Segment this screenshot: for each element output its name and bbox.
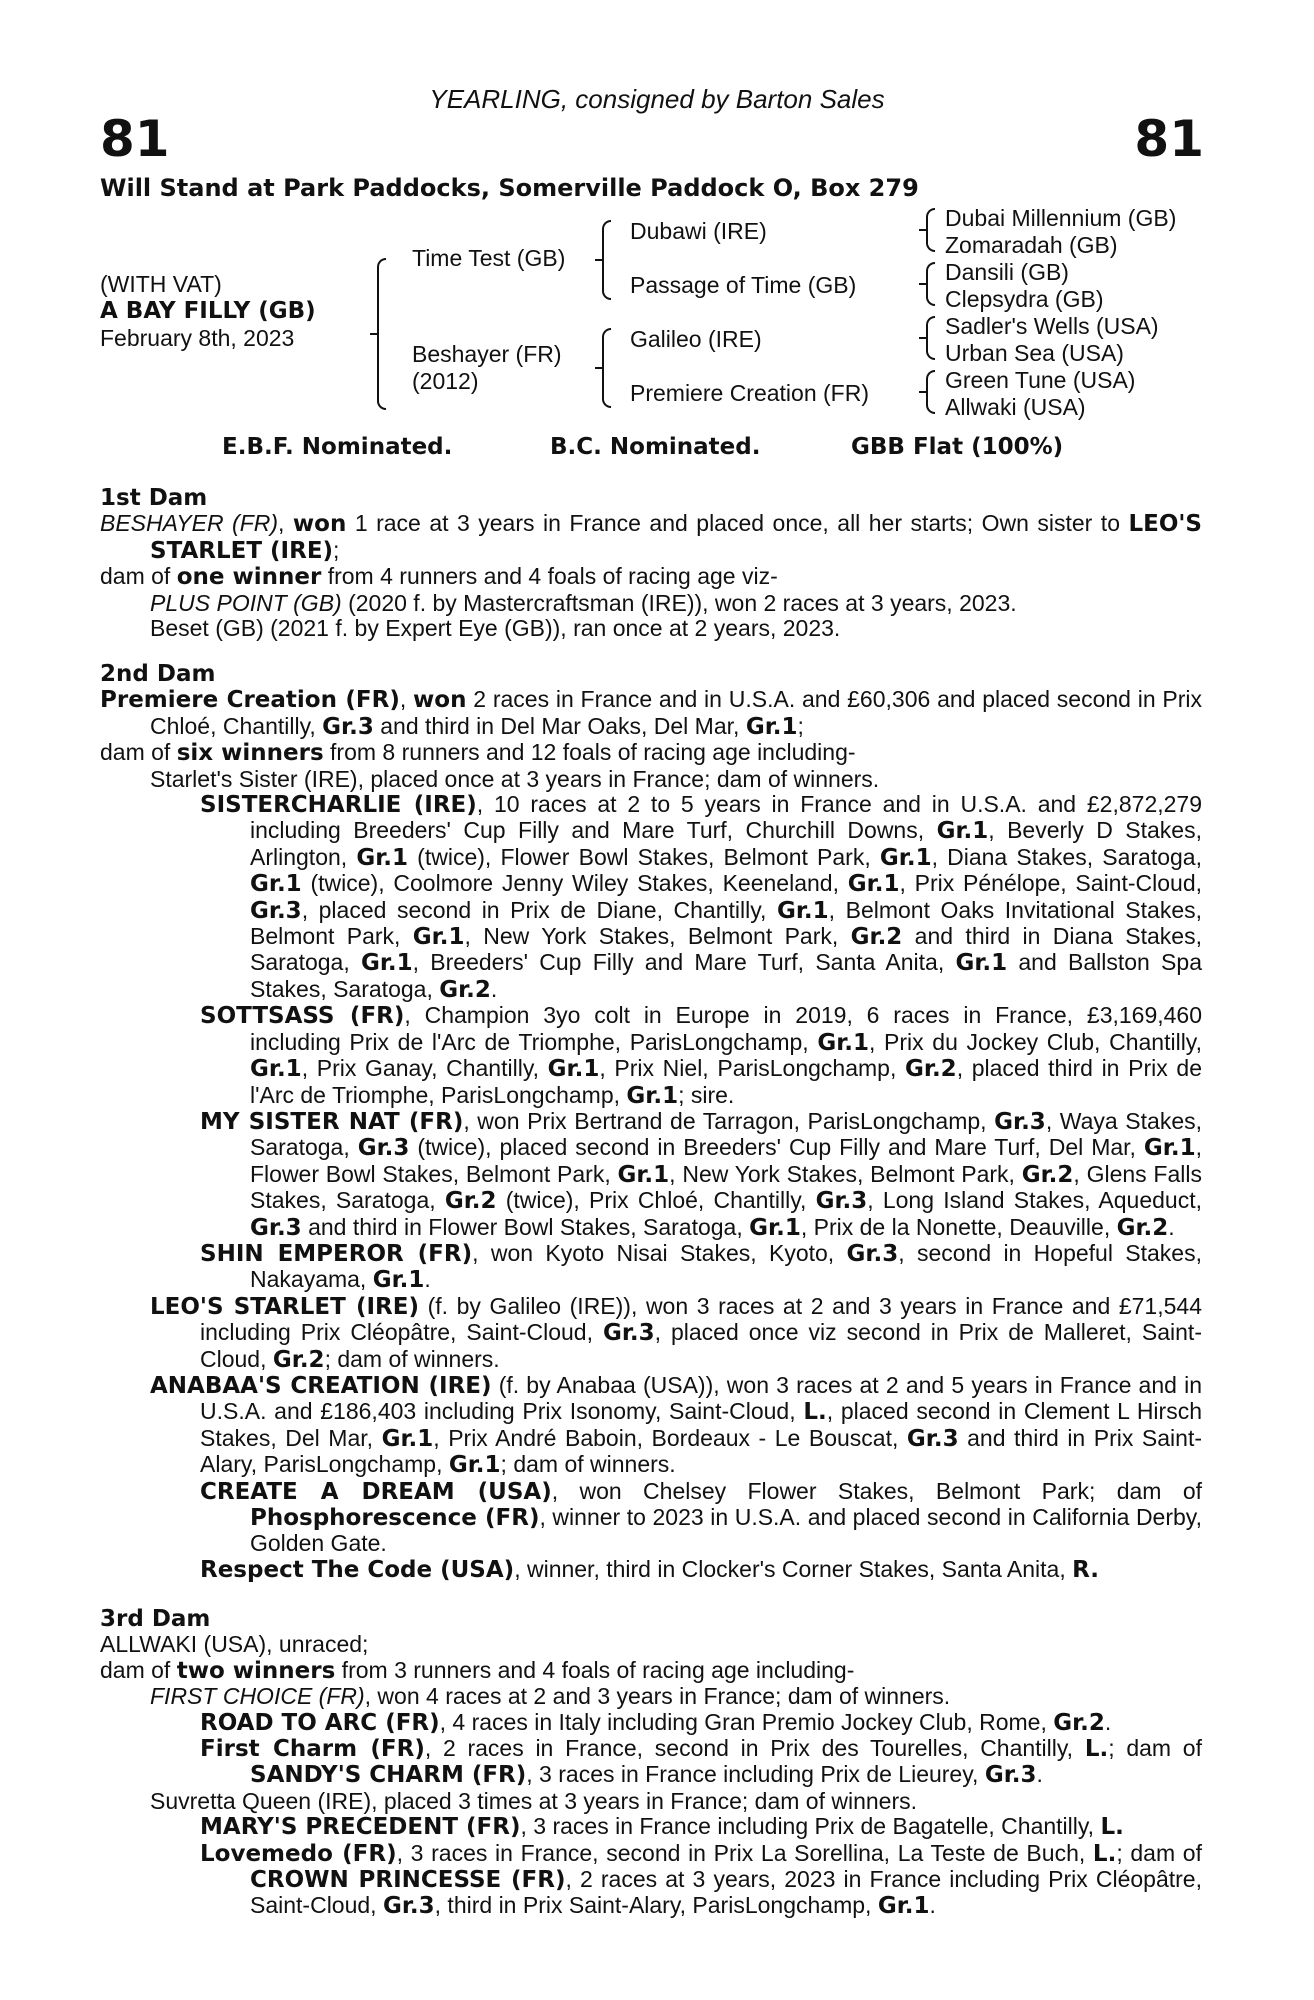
text: from 4 runners and 4 foals of racing age viz- <box>321 563 778 590</box>
grade: Gr.2 <box>905 1056 957 1083</box>
grade: Gr.3 <box>322 713 374 740</box>
third-dam-produce <box>100 1658 1202 1684</box>
ebf-nomination: E.B.F. Nominated. <box>222 434 453 460</box>
produce-item: Suvretta Queen (IRE), placed 3 times at 3 years in France; dam of winners. <box>150 1787 918 1814</box>
horse-name: Respect The Code (USA) <box>200 1556 515 1583</box>
text: , Diana Stakes, Saratoga, <box>931 843 1202 870</box>
grade: Gr.1 <box>879 844 932 871</box>
text: ; dam of winners. <box>500 1451 676 1478</box>
grade: Gr.1 <box>955 950 1008 977</box>
sds: Dansili (GB) <box>945 259 1069 285</box>
second-dam-section <box>100 662 1202 1583</box>
grade: Gr.1 <box>448 1452 501 1479</box>
grade: Gr.2 <box>439 976 491 1003</box>
text: , Belmont Oaks Invitational Stakes, Belmont Park, <box>250 896 1203 950</box>
grade: Gr.3 <box>815 1188 868 1215</box>
text: , winner to 2023 in U.S.A. and placed second in California Derby, Golden Gate. <box>250 1504 1202 1557</box>
produce-item <box>100 1841 1202 1920</box>
produce-name: PLUS POINT (GB) <box>150 589 342 616</box>
grade: Gr.3 <box>382 1893 435 1920</box>
text: ; dam of <box>1108 1735 1202 1762</box>
brace-ds <box>926 316 935 360</box>
brace-dd <box>926 370 935 414</box>
produce-item <box>100 1814 1202 1840</box>
text: and third in Flower Bowl Stakes, Saratoga, <box>301 1213 750 1240</box>
produce-item <box>100 1003 1202 1109</box>
grade: Gr.1 <box>250 1056 302 1083</box>
dsd: Urban Sea (USA) <box>945 340 1124 366</box>
text: . <box>490 975 498 1002</box>
winners: one winner <box>176 564 322 591</box>
third-dam-heading: 3rd Dam <box>100 1606 211 1632</box>
grade: Gr.3 <box>250 1214 302 1241</box>
horse-name: SISTERCHARLIE (IRE) <box>200 792 477 819</box>
text: (f. by Anabaa (USA)), won 3 races at 2 and 5 years in France and in U.S.A. and £186,403 including Prix Isonomy, Saint-Cloud, <box>200 1371 1203 1425</box>
second-dam-produce <box>100 740 1202 766</box>
grade: Gr.1 <box>617 1161 670 1188</box>
dam-sire: Galileo (IRE) <box>630 326 762 352</box>
grade: Gr.1 <box>847 871 900 898</box>
grade: Gr.1 <box>776 897 829 924</box>
text: , 2 races in France, second in Prix des Tourelles, Chantilly, <box>424 1735 1085 1762</box>
text: , Beverly D Stakes, Arlington, <box>250 817 1202 870</box>
second-dam-name: Premiere Creation (FR) <box>100 687 400 714</box>
horse-name: SOTTSASS (FR) <box>200 1003 405 1030</box>
text: 1 race at 3 years in France and placed once, all her starts; Own sister to <box>346 510 1129 537</box>
text: and third in Prix Saint-Alary, ParisLongchamp, <box>200 1424 1202 1478</box>
brace-dam <box>602 328 611 408</box>
text: ; dam of <box>1116 1839 1202 1866</box>
text: . <box>1036 1761 1043 1788</box>
produce-item: Starlet's Sister (IRE), placed once at 3 years in France; dam of winners. <box>150 765 880 792</box>
grade: Gr.1 <box>356 844 409 871</box>
grade: Gr.3 <box>906 1425 959 1452</box>
grade: Gr.1 <box>745 713 798 740</box>
text: ; sire. <box>678 1081 735 1108</box>
grade: Gr.3 <box>250 897 302 924</box>
text: , placed third in Prix de l'Arc de Triomphe, ParisLongchamp, <box>250 1055 1202 1108</box>
text: , won Kyoto Nisai Stakes, Kyoto, <box>472 1239 847 1266</box>
grade: Gr.1 <box>372 1267 425 1294</box>
text: dam of <box>100 1656 177 1683</box>
text: , 10 races at 2 to 5 years in France and in U.S.A. and £2,872,279 including Breeders' Cup Filly and Mare Turf, Churchill Downs, <box>250 791 1202 844</box>
text: , Prix de la Nonette, Deauville, <box>800 1213 1117 1240</box>
dss: Sadler's Wells (USA) <box>945 313 1159 339</box>
text: , New York Stakes, Belmont Park, <box>464 923 851 950</box>
text: , placed once viz second in Prix de Malleret, Saint-Cloud, <box>200 1319 1202 1372</box>
sdd: Clepsydra (GB) <box>945 286 1104 312</box>
grade: R. <box>1072 1556 1099 1583</box>
produce-item <box>100 792 1202 1003</box>
text: , <box>278 510 293 537</box>
second-dam-heading: 2nd Dam <box>100 661 216 687</box>
sire-dam: Passage of Time (GB) <box>630 272 857 298</box>
grade: Gr.3 <box>357 1135 410 1162</box>
first-dam-section <box>100 486 1202 641</box>
text: , New York Stakes, Belmont Park, <box>669 1160 1022 1187</box>
brace-sd <box>926 262 935 306</box>
text: dam of <box>100 739 177 766</box>
first-dam-entry <box>100 511 1202 564</box>
text: ; <box>333 536 340 563</box>
text: , Prix Ganay, Chantilly, <box>301 1055 548 1082</box>
text: (f. by Galileo (IRE)), won 3 races at 2 and 3 years in France and £71,544 including Prix Cléopâtre, Saint-Cloud, <box>200 1292 1202 1346</box>
grade: Gr.2 <box>1053 1709 1105 1736</box>
produce-item <box>100 1373 1202 1479</box>
horse-name: CREATE A DREAM (USA) <box>200 1478 552 1505</box>
text: , Flower Bowl Stakes, Belmont Park, <box>250 1134 1202 1187</box>
third-dam-section <box>100 1607 1202 1920</box>
horse-name: SANDY'S CHARM (FR) <box>250 1762 527 1789</box>
won: won <box>292 511 347 538</box>
produce-item: Beset (GB) (2021 f. by Expert Eye (GB)), ran once at 2 years, 2023. <box>150 615 841 642</box>
sss: Dubai Millennium (GB) <box>945 205 1177 231</box>
text: , won Prix Bertrand de Tarragon, ParisLongchamp, <box>463 1107 995 1134</box>
grade: Gr.1 <box>547 1056 600 1083</box>
brace-ss <box>926 208 935 252</box>
grade: Gr.2 <box>1116 1214 1169 1241</box>
text: , Prix Niel, ParisLongchamp, <box>599 1055 905 1082</box>
text: , 4 races in Italy including Gran Premio Jockey Club, Rome, <box>439 1708 1054 1735</box>
text: (twice), Prix Chloé, Chantilly, <box>496 1187 816 1214</box>
lot-number-left: 81 <box>100 110 170 168</box>
text: (twice), placed second in Breeders' Cup Filly and Mare Turf, Del Mar, <box>409 1134 1144 1161</box>
grade: Gr.1 <box>381 1425 434 1452</box>
grade: Gr.3 <box>602 1320 655 1347</box>
horse-name: ROAD TO ARC (FR) <box>200 1709 440 1736</box>
text: , Breeders' Cup Filly and Mare Turf, Santa Anita, <box>412 949 956 976</box>
produce-item <box>100 1736 1202 1789</box>
text: , third in Prix Saint-Alary, ParisLongchamp, <box>434 1892 878 1919</box>
produce-item <box>100 1241 1202 1294</box>
third-dam-entry: ALLWAKI (USA), unraced; <box>100 1631 369 1658</box>
text: . <box>929 1892 936 1919</box>
text: , 3 races in France, second in Prix La Sorellina, La Teste de Buch, <box>396 1839 1093 1866</box>
grade: Gr.1 <box>360 950 413 977</box>
text: 2 races in France and in U.S.A. and £60,306 and placed second in Prix Chloé, Chantilly, <box>150 686 1203 739</box>
text: and third in Del Mar Oaks, Del Mar, <box>373 712 746 739</box>
lot-number-right: 81 <box>1134 110 1204 168</box>
horse-name: FIRST CHOICE (FR) <box>150 1683 365 1710</box>
text: . <box>424 1266 431 1293</box>
ssd: Zomaradah (GB) <box>945 232 1118 258</box>
dam-name: Beshayer (FR) <box>412 341 562 367</box>
horse-name: Lovemedo (FR) <box>200 1840 397 1867</box>
text: dam of <box>100 563 177 590</box>
won: won <box>413 687 467 714</box>
grade: L. <box>1084 1736 1109 1763</box>
horse-name: A BAY FILLY (GB) <box>100 298 316 324</box>
text: ; <box>797 712 804 739</box>
horse-name: SHIN EMPEROR (FR) <box>200 1240 473 1267</box>
text: , Champion 3yo colt in Europe in 2019, 6 races in France, £3,169,460 including Prix de l'Arc de Triomphe, ParisLongchamp, <box>250 1002 1203 1055</box>
text: , Long Island Stakes, Aqueduct, <box>867 1187 1202 1214</box>
horse-name: CROWN PRINCESSE (FR) <box>250 1867 566 1894</box>
text: and third in Diana Stakes, Saratoga, <box>250 923 1202 976</box>
text: ; dam of winners. <box>324 1345 500 1372</box>
text: , Glens Falls Stakes, Saratoga, <box>250 1160 1202 1214</box>
text: , won 4 races at 2 and 3 years in France; dam of winners. <box>364 1683 951 1710</box>
horse-name: LEO'S STARLET (IRE) <box>150 1293 419 1320</box>
grade: Gr.1 <box>877 1893 930 1920</box>
dds: Green Tune (USA) <box>945 367 1136 393</box>
horse-name: Phosphorescence (FR) <box>250 1505 540 1531</box>
grade: Gr.3 <box>846 1240 899 1267</box>
text: , Prix André Baboin, Bordeaux - Le Bouscat, <box>433 1424 907 1451</box>
winners: six winners <box>176 740 324 767</box>
vat-note: (WITH VAT) <box>100 271 222 297</box>
grade: L. <box>1100 1814 1124 1841</box>
text: , 3 races in France including Prix de Bagatelle, Chantilly, <box>520 1813 1101 1840</box>
text: from 3 runners and 4 foals of racing age including- <box>335 1656 855 1683</box>
grade: Gr.3 <box>994 1108 1046 1135</box>
horse-name: ANABAA'S CREATION (IRE) <box>150 1372 492 1399</box>
text: , winner, third in Clocker's Corner Stakes, Santa Anita, <box>514 1555 1073 1582</box>
grade: Gr.2 <box>444 1188 497 1215</box>
sister-name: LEO'S STARLET (IRE) <box>150 511 1202 564</box>
grade: Gr.1 <box>749 1214 801 1241</box>
grade: L. <box>1092 1840 1117 1867</box>
gbb-note: GBB Flat (100%) <box>851 434 1064 460</box>
text: , <box>399 686 414 713</box>
dam-year: (2012) <box>412 368 479 394</box>
text: . <box>1168 1213 1175 1240</box>
grade: L. <box>803 1399 827 1426</box>
produce-item <box>100 1710 1202 1736</box>
brace-main <box>377 258 386 410</box>
produce-item <box>100 1479 1202 1557</box>
sire-sire: Dubawi (IRE) <box>630 218 767 244</box>
grade: Gr.2 <box>850 924 903 951</box>
grade: Gr.1 <box>412 924 465 951</box>
stand-location: Will Stand at Park Paddocks, Somerville Paddock O, Box 279 <box>100 174 919 202</box>
text: . <box>1104 1708 1112 1735</box>
text: (twice), Coolmore Jenny Wiley Stakes, Keeneland, <box>301 870 848 897</box>
text: , 2 races at 3 years, 2023 in France including Prix Cléopâtre, Saint-Cloud, <box>250 1866 1202 1919</box>
winners: two winners <box>176 1657 336 1684</box>
dam-dam: Premiere Creation (FR) <box>630 380 869 406</box>
text: , Prix Pénélope, Saint-Cloud, <box>899 870 1202 897</box>
text: , second in Hopeful Stakes, Nakayama, <box>250 1239 1202 1293</box>
produce-item <box>100 1684 1202 1709</box>
produce-item <box>100 1109 1202 1241</box>
grade: Gr.2 <box>1021 1161 1074 1188</box>
catalogue-subtitle: YEARLING, consigned by Barton Sales <box>429 84 885 114</box>
grade: Gr.1 <box>936 818 989 845</box>
ddd: Allwaki (USA) <box>945 394 1086 420</box>
text: , 3 races in France including Prix de Lieurey, <box>526 1761 985 1788</box>
grade: Gr.1 <box>250 871 302 898</box>
brace-sire <box>602 220 611 300</box>
horse-name: MY SISTER NAT (FR) <box>200 1108 464 1135</box>
foaling-date: February 8th, 2023 <box>100 325 295 351</box>
grade: Gr.1 <box>1143 1135 1196 1162</box>
text: , won Chelsey Flower Stakes, Belmont Park; dam of <box>551 1477 1203 1504</box>
grade: Gr.2 <box>272 1346 325 1373</box>
text: , placed second in Clement L Hirsch Stakes, Del Mar, <box>200 1398 1202 1451</box>
first-dam-heading: 1st Dam <box>100 485 208 511</box>
produce-item <box>100 1557 1202 1583</box>
second-dam-entry <box>100 687 1202 740</box>
text: (twice), Flower Bowl Stakes, Belmont Park, <box>408 843 880 870</box>
text: and Ballston Spa Stakes, Saratoga, <box>250 949 1202 1002</box>
text: , Waya Stakes, Saratoga, <box>250 1107 1203 1161</box>
first-dam-produce <box>100 564 1202 590</box>
grade: Gr.1 <box>626 1082 679 1109</box>
sire-name: Time Test (GB) <box>412 245 566 271</box>
horse-name: MARY'S PRECEDENT (FR) <box>200 1814 521 1841</box>
text: , Prix du Jockey Club, Chantilly, <box>869 1028 1202 1055</box>
grade: Gr.3 <box>984 1762 1037 1789</box>
text: from 8 runners and 12 foals of racing age including- <box>323 739 856 766</box>
text: , placed second in Prix de Diane, Chantilly, <box>301 896 777 923</box>
first-dam-name: BESHAYER (FR) <box>100 510 279 537</box>
produce-item <box>100 1294 1202 1373</box>
text: (2020 f. by Mastercraftsman (IRE)), won 2 races at 3 years, 2023. <box>341 589 1017 616</box>
horse-name: First Charm (FR) <box>200 1736 425 1763</box>
bc-nomination: B.C. Nominated. <box>550 434 761 460</box>
produce-item <box>100 591 1202 616</box>
grade: Gr.1 <box>817 1029 870 1056</box>
